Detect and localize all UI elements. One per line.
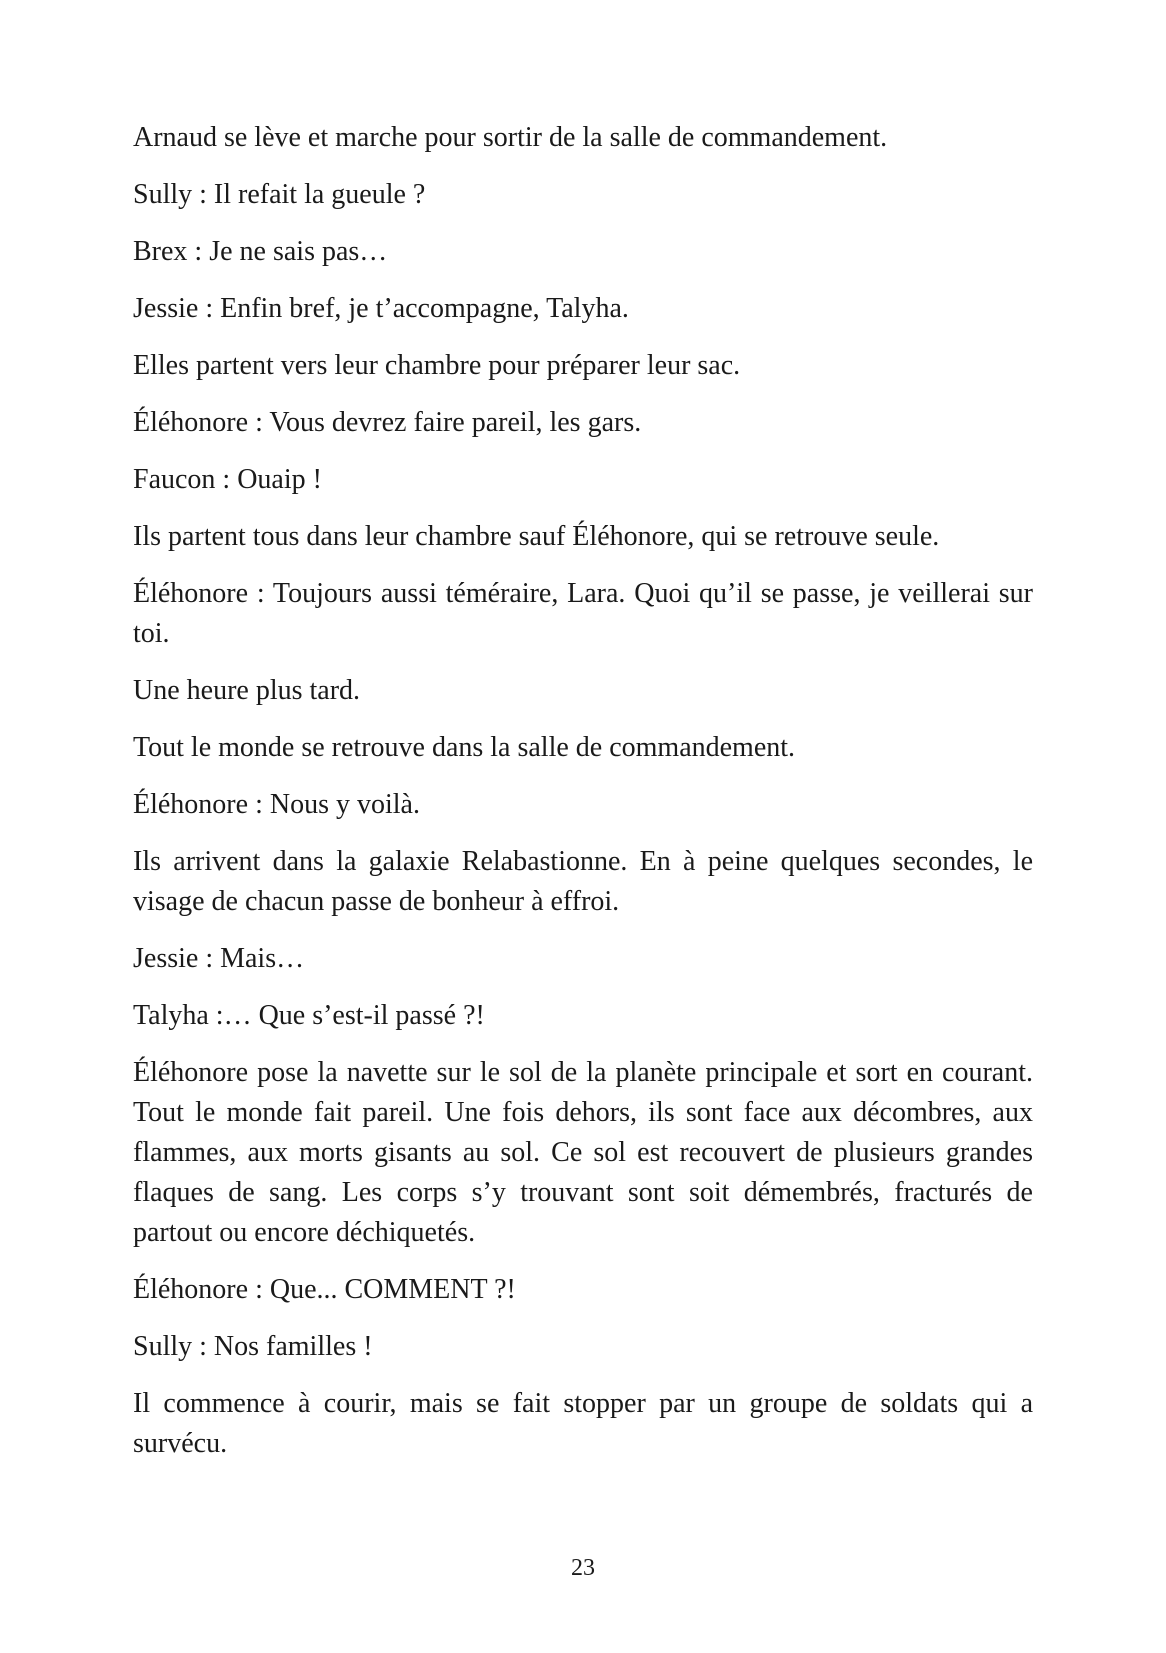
paragraph: Éléhonore : Que... COMMENT ?! [133, 1274, 516, 1305]
paragraph: Brex : Je ne sais pas… [133, 236, 388, 267]
paragraph: Tout le monde se retrouve dans la salle de commandement. [133, 732, 796, 763]
paragraph: Éléhonore : Vous devrez faire pareil, les gars. [133, 407, 642, 438]
paragraph: Jessie : Enfin bref, je t’accompagne, Talyha. [133, 293, 629, 324]
paragraph: Il commence à courir, mais se fait stopper par un groupe de soldats qui a survécu. [133, 1388, 1033, 1459]
body-text [133, 118, 1033, 1481]
paragraph: Faucon : Ouaip ! [133, 464, 322, 495]
paragraph: Éléhonore : Toujours aussi téméraire, Lara. Quoi qu’il se passe, je veillerai sur toi. [133, 578, 1033, 649]
paragraph: Talyha :… Que s’est-il passé ?! [133, 1000, 485, 1031]
page-number: 23 [571, 1555, 595, 1581]
paragraph: Éléhonore pose la navette sur le sol de la planète principale et sort en courant. Tout le monde fait pareil. Une fois dehors, ils sont face aux décombres, aux flammes, aux morts gisants au sol. Ce sol est recouvert de plusieurs grandes flaques de sang. Les corps s’y trouvant sont soit démembrés, fracturés de partout ou encore déchiquetés. [133, 1057, 1033, 1248]
paragraph: Elles partent vers leur chambre pour préparer leur sac. [133, 350, 741, 381]
paragraph: Ils partent tous dans leur chambre sauf Éléhonore, qui se retrouve seule. [133, 521, 940, 552]
paragraph: Sully : Il refait la gueule ? [133, 179, 426, 210]
paragraph: Éléhonore : Nous y voilà. [133, 789, 420, 820]
paragraph: Ils arrivent dans la galaxie Relabastionne. En à peine quelques secondes, le visage de chacun passe de bonheur à effroi. [133, 846, 1033, 917]
paragraph: Sully : Nos familles ! [133, 1331, 373, 1362]
paragraph: Arnaud se lève et marche pour sortir de la salle de commandement. [133, 122, 888, 153]
paragraph: Une heure plus tard. [133, 675, 361, 706]
paragraph: Jessie : Mais… [133, 943, 305, 974]
